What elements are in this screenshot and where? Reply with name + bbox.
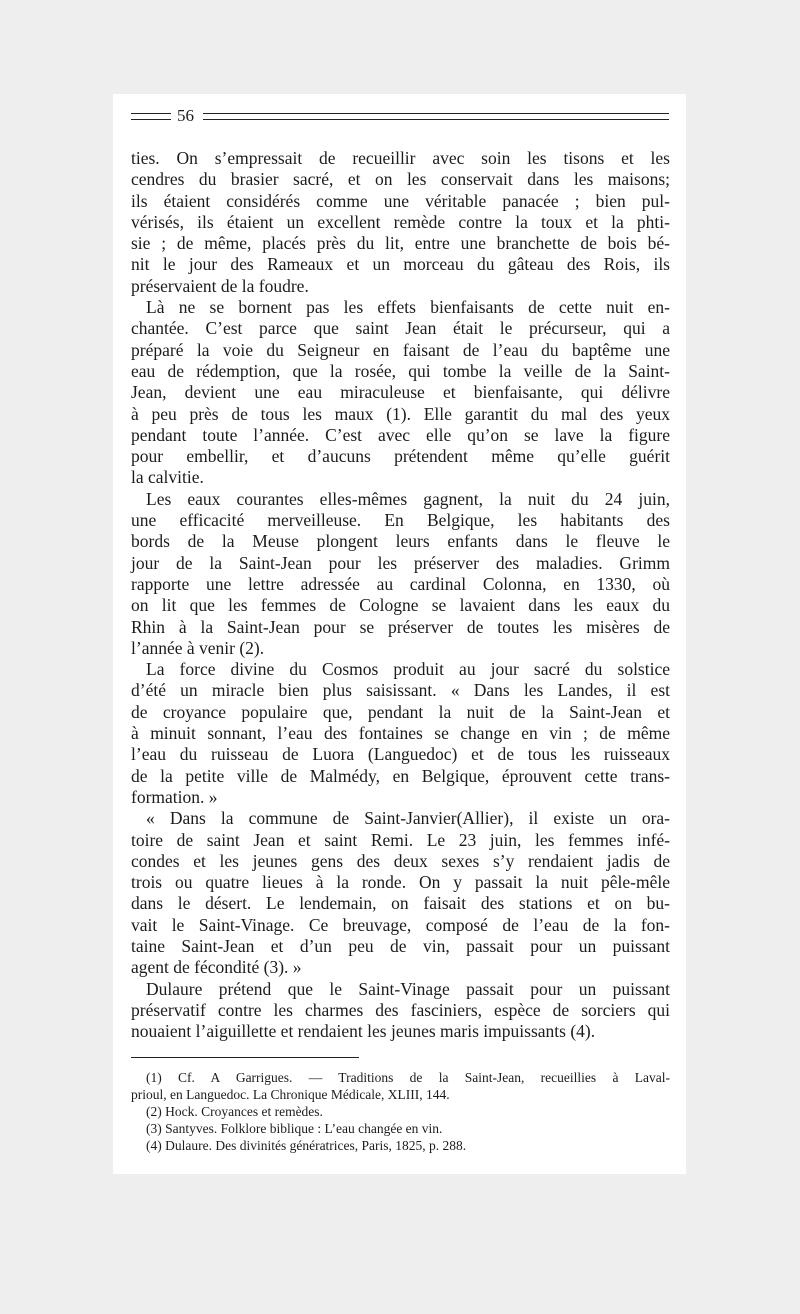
body-text [131, 148, 670, 1042]
footnote-line: (1) Cf. A Garrigues. — Traditions de la Saint-Jean, recueillies à Laval- [146, 1070, 670, 1085]
text-line: la calvitie. [131, 467, 204, 488]
text-line: « Dans la commune de Saint-Janvier(Allier), il existe un ora- [146, 808, 670, 829]
text-line: pour embellir, et d’aucuns prétendent même qu’elle guérit [131, 446, 670, 467]
footnote-divider [131, 1057, 359, 1058]
text-line: Les eaux courantes elles-mêmes gagnent, la nuit du 24 juin, [146, 488, 670, 509]
text-line: d’été un miracle bien plus saisissant. « Dans les Landes, il est [131, 680, 670, 701]
text-line: ties. On s’empressait de recueillir avec soin les tisons et les [131, 148, 670, 168]
text-line: vérisés, ils étaient un excellent remède contre la toux et la phti- [131, 211, 670, 232]
footnote-line: (3) Santyves. Folklore biblique : L’eau changée en vin. [146, 1121, 443, 1136]
text-line: Dulaure prétend que le Saint-Vinage passait pour un puissant [146, 978, 670, 999]
book-page [113, 94, 686, 1174]
text-line: agent de fécondité (3). » [131, 957, 302, 978]
text-line: préservatif contre les charmes des fasciniers, espèce de sorciers qui [131, 999, 670, 1020]
text-line: à peu près de tous les maux (1). Elle garantit du mal des yeux [131, 403, 670, 424]
text-line: pendant toute l’année. C’est avec elle qu’on se lave la figure [131, 424, 670, 445]
footnote-line: prioul, en Languedoc. La Chronique Médicale, XLIII, 144. [131, 1087, 450, 1102]
text-line: jour de la Saint-Jean pour les préserver des maladies. Grimm [131, 552, 670, 573]
text-line: Là ne se bornent pas les effets bienfaisants de cette nuit en- [146, 297, 670, 318]
text-line: condes et les jeunes gens des deux sexes s’y rendaient jadis de [131, 850, 670, 871]
text-line: chantée. C’est parce que saint Jean était le précurseur, qui a [131, 318, 670, 339]
text-line: de croyance populaire que, pendant la nuit de la Saint-Jean et [131, 701, 670, 722]
footnotes [131, 1069, 670, 1154]
text-line: préservaient de la foudre. [131, 275, 309, 296]
text-line: ils étaient considérés comme une véritable panacée ; bien pul- [131, 190, 670, 211]
header-rule-left [131, 113, 171, 120]
footnote-line: (4) Dulaure. Des divinités génératrices, Paris, 1825, p. 288. [146, 1138, 467, 1153]
text-line: l’année à venir (2). [131, 637, 265, 658]
text-line: l’eau du ruisseau de Luora (Languedoc) et de tous les ruisseaux [131, 744, 670, 765]
page-header [131, 106, 668, 126]
text-line: cendres du brasier sacré, et on les conservait dans les maisons; [131, 169, 670, 190]
text-line: bords de la Meuse plongent leurs enfants dans le fleuve le [131, 531, 670, 552]
text-line: formation. » [131, 786, 218, 807]
text-line: nouaient l’aiguillette et rendaient les jeunes maris impuissants (4). [131, 1021, 596, 1042]
text-line: taine Saint-Jean et d’un peu de vin, passait pour un puissant [131, 935, 670, 956]
text-line: rapporte une lettre adressée au cardinal Colonna, en 1330, où [131, 573, 670, 594]
text-line: sie ; de même, placés près du lit, entre une branchette de bois bé- [131, 233, 670, 254]
text-line: vait le Saint-Vinage. Ce breuvage, composé de l’eau de la fon- [131, 914, 670, 935]
text-line: trois ou quatre lieues à la ronde. On y passait la nuit pêle-mêle [131, 872, 670, 893]
text-line: eau de rédemption, que la rosée, qui tombe la veille de la Saint- [131, 360, 670, 381]
footnote-line: (2) Hock. Croyances et remèdes. [146, 1104, 323, 1119]
text-line: Jean, devient une eau miraculeuse et bienfaisante, qui délivre [131, 382, 670, 403]
text-line: préparé la voie du Seigneur en faisant de l’eau du baptême une [131, 339, 670, 360]
page-number: 56 [177, 106, 194, 125]
text-line: de la petite ville de Malmédy, en Belgique, éprouvent cette trans- [131, 765, 670, 786]
text-line: Rhin à la Saint-Jean pour se préserver de toutes les misères de [131, 616, 670, 637]
text-line: une efficacité merveilleuse. En Belgique, les habitants des [131, 510, 670, 531]
text-line: nit le jour des Rameaux et un morceau du gâteau des Rois, ils [131, 254, 670, 275]
text-line: dans le désert. Le lendemain, on faisait des stations et on bu- [131, 893, 670, 914]
text-line: à minuit sonnant, l’eau des fontaines se change en vin ; de même [131, 723, 670, 744]
text-line: toire de saint Jean et saint Remi. Le 23 juin, les femmes infé- [131, 829, 670, 850]
text-line: La force divine du Cosmos produit au jour sacré du solstice [146, 659, 670, 680]
text-line: on lit que les femmes de Cologne se lavaient dans les eaux du [131, 595, 670, 616]
header-rule-right [203, 113, 669, 120]
